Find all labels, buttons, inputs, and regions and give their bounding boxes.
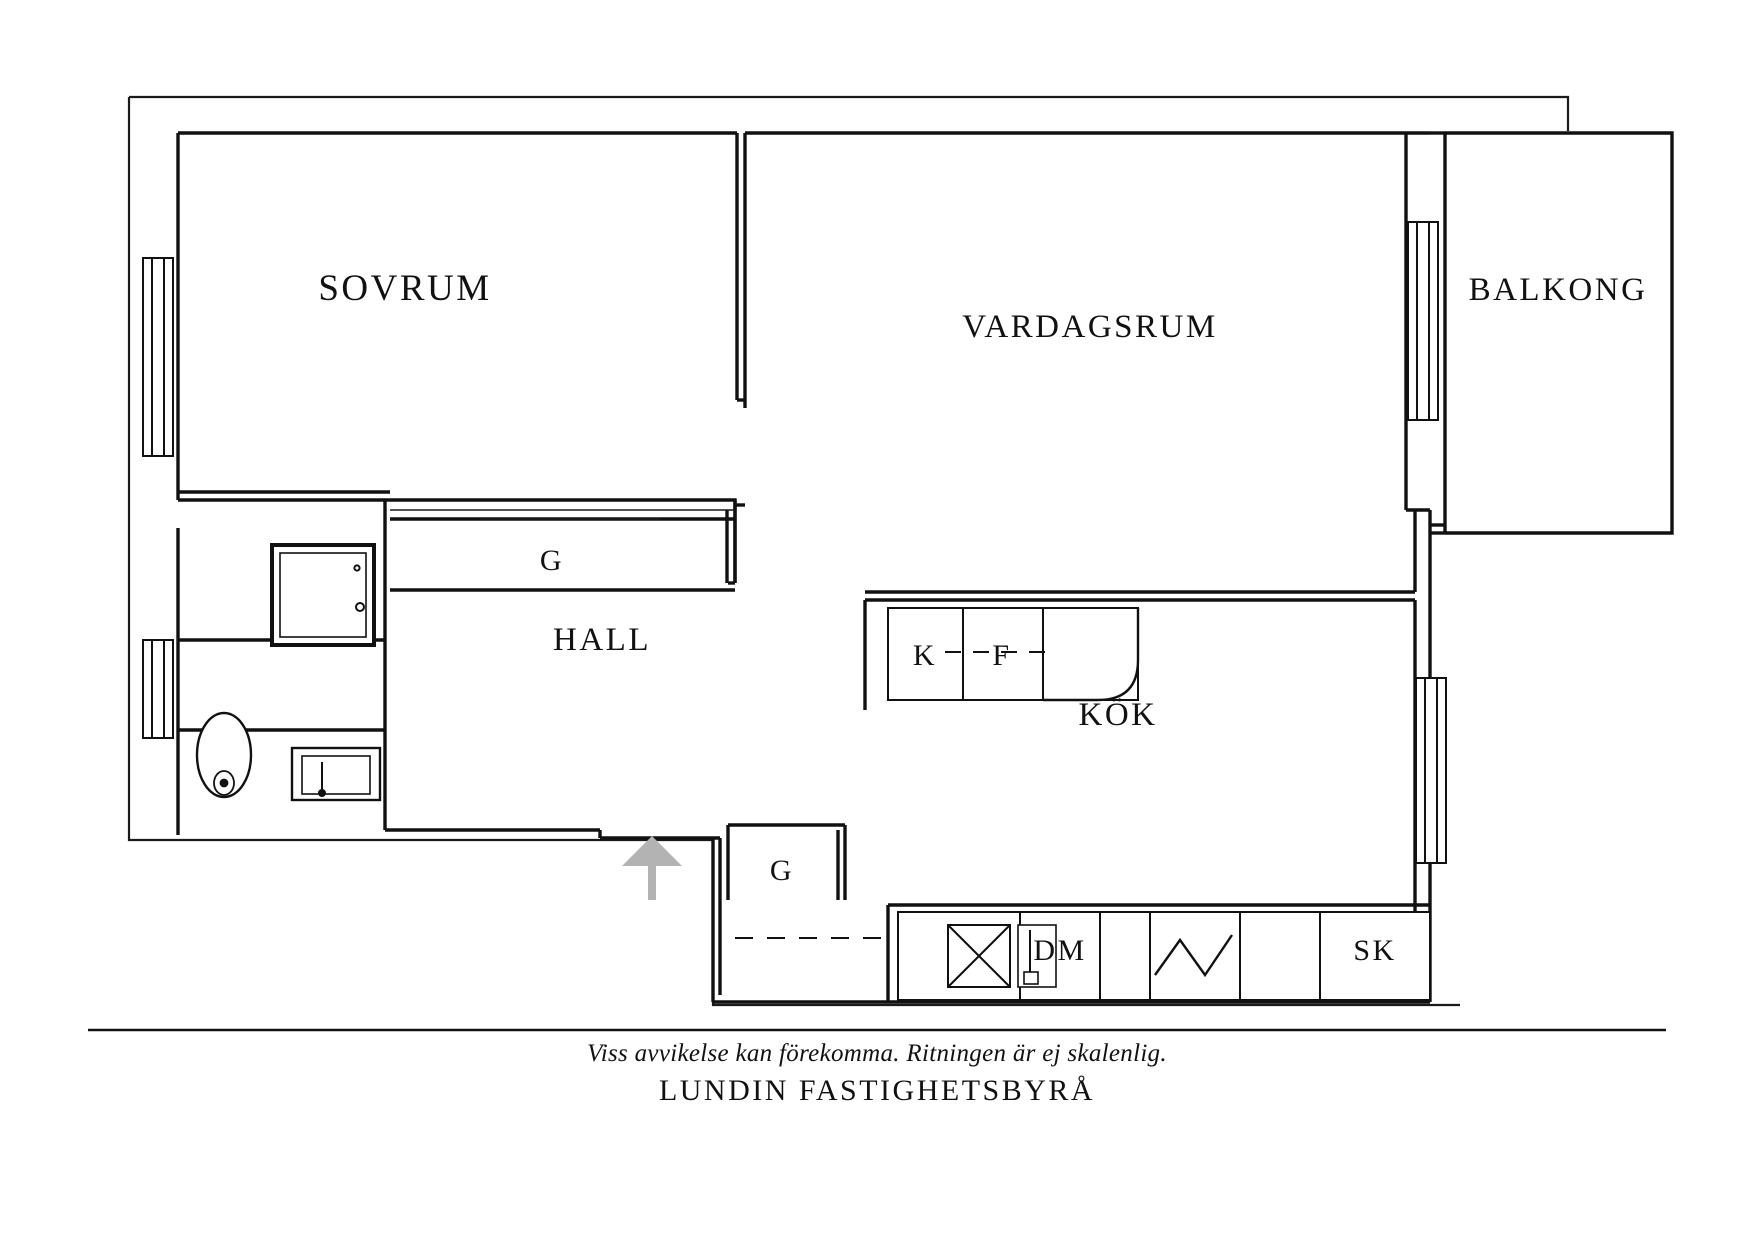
room-label-balkong: BALKONG xyxy=(1468,272,1648,308)
room-label-sovrum: SOVRUM xyxy=(318,268,492,309)
window-sovrum xyxy=(143,258,173,456)
brand-name: LUNDIN FASTIGHETSBYRÅ xyxy=(658,1074,1096,1107)
entry-direction-arrow xyxy=(622,836,682,900)
window-hall xyxy=(143,640,173,738)
room-label-hall: HALL xyxy=(553,622,651,658)
fixture-label-frys: F xyxy=(992,639,1012,672)
room-label-kok: KÖK xyxy=(1078,697,1158,733)
fixture-label-kyl: K xyxy=(912,639,938,672)
room-label-vardagsrum: VARDAGSRUM xyxy=(962,309,1218,345)
fixture-label-skafferi: SK xyxy=(1353,934,1397,967)
wall-structure xyxy=(178,133,1672,1002)
window-vardagsrum-balcony xyxy=(1408,222,1438,420)
shower-icon xyxy=(272,545,374,645)
sink-icon xyxy=(292,748,380,800)
toilet-icon xyxy=(197,713,251,797)
bathroom-fixtures xyxy=(197,545,380,800)
fixture-label-diskmaskin: DM xyxy=(1033,934,1087,967)
footer xyxy=(0,1040,1754,1108)
hob-icon xyxy=(948,925,1010,987)
fixture-label-garderob-hall: G xyxy=(539,544,565,577)
disclaimer-text: Viss avvikelse kan förekomma. Ritningen är ej skalenlig. xyxy=(587,1040,1167,1067)
fixture-label-garderob-entre: G xyxy=(769,854,795,887)
window-kok xyxy=(1416,678,1446,863)
